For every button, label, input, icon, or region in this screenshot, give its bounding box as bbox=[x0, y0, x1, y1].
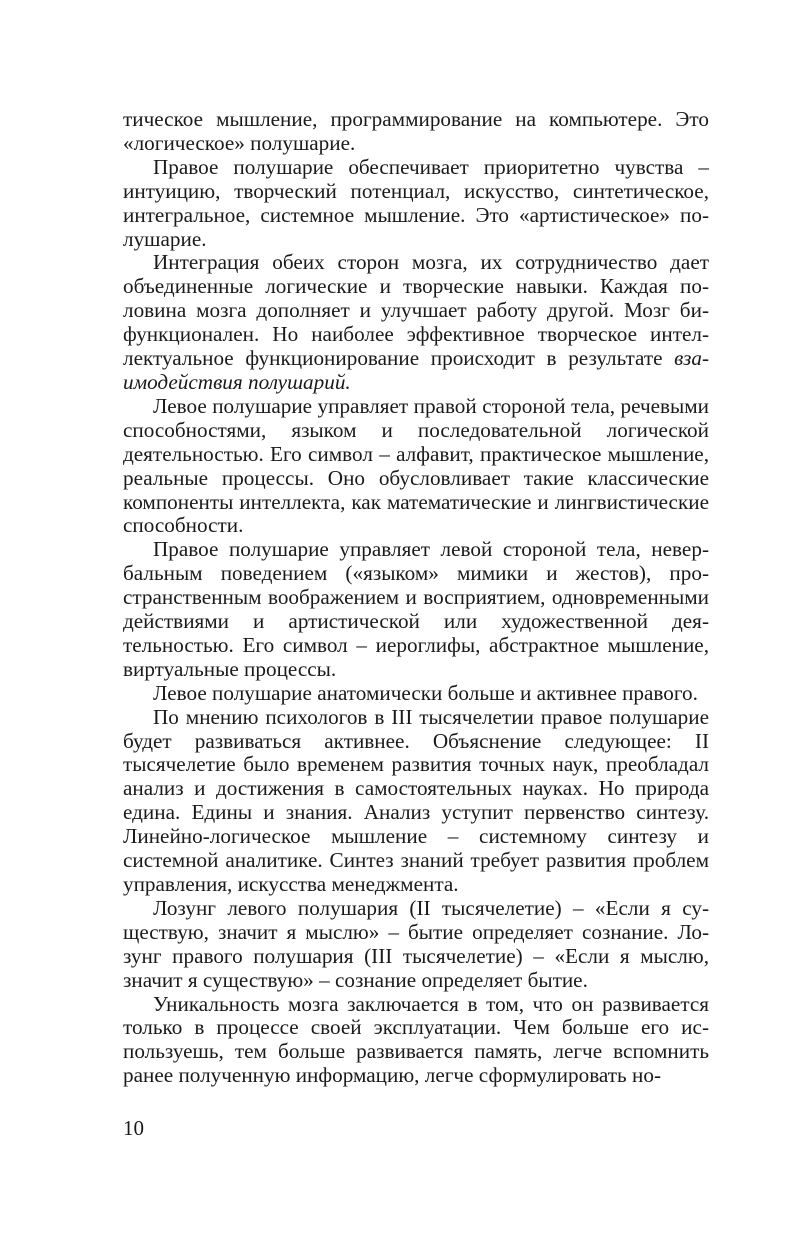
paragraph-right-hemisphere-priority: Правое полушарие обеспечивает приоритетно чувства – интуицию, творческий потенциал, искусство, синтетическое, интегральное, системное мышление. Это «артистическое» полушарие. bbox=[123, 154, 709, 251]
paragraph-continuation: тическое мышление, программирование на компьютере. Это «логическое» полушарие. bbox=[123, 107, 709, 155]
paragraph-third-millennium: По мнению психологов в III тысячелетии правое полушарие будет развиваться активнее. Объяснение следующее: II тысячелетие было временем развития точных наук, преобладал анализ и достижения в самостоятельных науках. Но природа едина. Едины и знания. Анализ уступит первенство синтезу. Линейно-логическое мышление – системному синтезу и системной аналитике. Синтез знаний требует развития проблем управления, искусства менеджмента. bbox=[123, 704, 709, 896]
paragraph-integration-text: Интеграция обеих сторон мозга, их сотрудничество дает объединенные логические и творческие навыки. Каждая половина мозга дополняет и улучшает работу другой. Мозг бифункционален. Но наиболее эффективное творческое интеллектуальное функционирование происходит в результате bbox=[123, 250, 709, 371]
paragraph-slogans: Лозунг левого полушария (II тысячелетие) – «Если я существую, значит я мыслю» – бытие определяет сознание. Лозунг правого полушария (III тысячелетие) – «Если я мыслю, значит я существую» – сознание определяет бытие. bbox=[123, 895, 709, 992]
body-text bbox=[123, 108, 709, 1088]
paragraph-uniqueness: Уникальность мозга заключается в том, что он развивается только в процессе своей эксплуатации. Чем больше его используешь, тем больше развивается память, легче вспомнить ранее полученную информацию, легче сформулировать но- bbox=[123, 991, 709, 1088]
page-number: 10 bbox=[123, 1116, 144, 1140]
paragraph-anatomy: Левое полушарие анатомически больше и активнее правого. bbox=[153, 680, 698, 705]
paragraph-integration-italic: взаимодействия полушарий. bbox=[123, 346, 709, 394]
paragraph-left-hemisphere: Левое полушарие управляет правой стороной тела, речевыми способностями, языком и последовательной логической деятельностью. Его символ – алфавит, практическое мышление, реальные процессы. Оно обусловливает такие классические компоненты интеллекта, как математические и лингвистические способности. bbox=[123, 393, 709, 538]
paragraph-integration bbox=[123, 251, 709, 394]
paragraph-right-hemisphere: Правое полушарие управляет левой стороной тела, невербальным поведением («языком» мимики и жестов), пространственным воображением и восприятием, одновременными действиями и артистической или художественной деятельностью. Его символ – иероглифы, абстрактное мышление, виртуальные процессы. bbox=[123, 537, 709, 681]
